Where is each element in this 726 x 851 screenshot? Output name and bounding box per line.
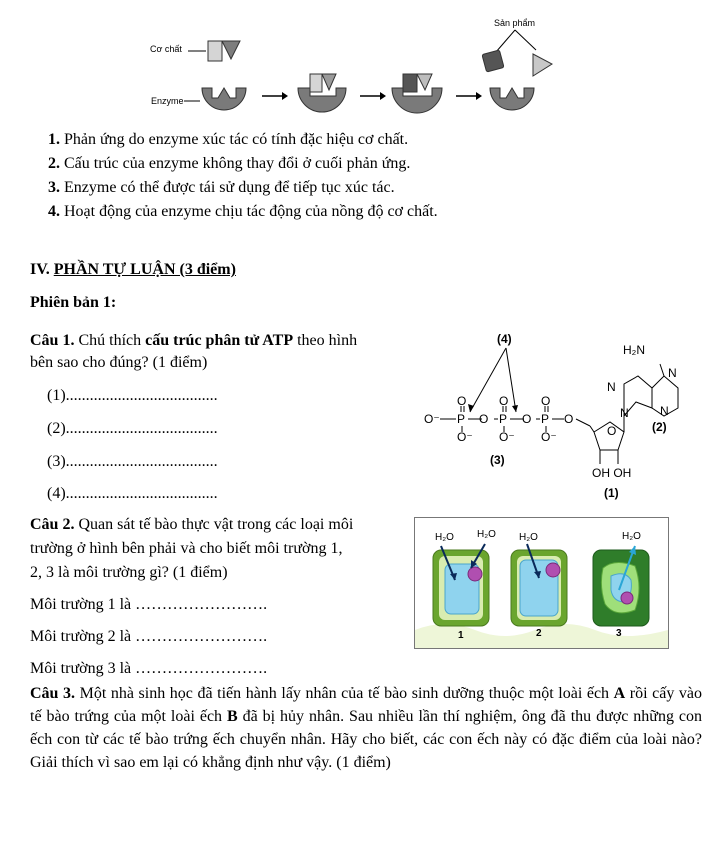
q2-env-1: Môi trường 1 là …………………….: [30, 596, 268, 613]
atp-n9: N: [620, 406, 629, 420]
label-substrate: Cơ chất: [150, 44, 182, 54]
q2-line2: trường ở hình bên phải và cho biết môi trường 1,: [30, 540, 343, 557]
atp-label-1: (1): [604, 486, 619, 500]
atp-p2: P: [499, 412, 508, 426]
atp-o-link2: O: [522, 412, 532, 426]
atp-o-left: O⁻: [424, 412, 440, 426]
enzyme-substrate-complex: [298, 74, 346, 112]
atp-o1-minus: O⁻: [457, 430, 473, 444]
q1-blank-2: (2)......................................: [47, 420, 218, 437]
water-label-1b: H₂O: [477, 529, 496, 540]
statement-3: 3. Enzyme có thể được tái sử dụng để tiếp tục xúc tác.: [48, 179, 395, 196]
water-label-3: H₂O: [622, 531, 641, 542]
atp-n3: N: [660, 404, 669, 418]
enzyme-shape-1: [202, 88, 246, 110]
atp-p1: P: [457, 412, 466, 426]
product-shapes: [482, 50, 552, 76]
q3-paragraph: Câu 3. Một nhà sinh học đã tiến hành lấy nhân của tế bào sinh dưỡng thuộc một loài ếch A rồi cấy vào tế bào trứng của một loài ếch B đã bị hủy nhân. Sau nhiều lần thí nghiệm, ông đã thu được những con ếch con từ các tế bào trứng ếch chuyển nhân. Hãy cho biết, các con ếch này có đặc điểm của loài nào? Giải thích vì sao em lại có khẳng định như vậy. (1 điểm): [30, 685, 703, 771]
q1-blank-4: (4)......................................: [47, 485, 218, 502]
q1-blank-1: (1)......................................: [47, 387, 218, 404]
label-enzyme: Enzyme: [151, 96, 184, 106]
substrate-shape: [208, 41, 240, 61]
water-label-1a: H₂O: [435, 532, 454, 543]
atp-o3-minus: O⁻: [541, 430, 557, 444]
water-label-2: H₂O: [519, 532, 538, 543]
atp-o-link3: O: [564, 412, 574, 426]
enzyme-shape-2: [490, 88, 534, 110]
atp-o3: O: [541, 394, 551, 408]
q2-env-2: Môi trường 2 là …………………….: [30, 628, 268, 645]
q1-line2: bên sao cho đúng? (1 điểm): [30, 354, 208, 371]
atp-ribose-o: O: [607, 424, 617, 438]
q2-env-3: Môi trường 3 là …………………….: [30, 660, 268, 677]
enzyme-product-complex: [392, 74, 442, 113]
version-label: Phiên bản 1:: [30, 294, 117, 311]
atp-n7: N: [607, 380, 616, 394]
atp-o1: O: [457, 394, 467, 408]
statement-4: 4. Hoạt động của enzyme chịu tác động của nồng độ cơ chất.: [48, 203, 438, 220]
q1-line1: Câu 1. Chú thích cấu trúc phân tử ATP theo hình: [30, 332, 358, 349]
atp-structure-figure: [424, 326, 694, 506]
cell-label-3: 3: [616, 628, 622, 639]
label-product: Sản phẩm: [494, 18, 536, 28]
atp-label-2: (2): [652, 420, 667, 434]
atp-o2: O: [499, 394, 509, 408]
cell-label-1: 1: [458, 630, 464, 641]
q1-blank-3: (3)......................................: [47, 453, 218, 470]
statement-2: 2. Cấu trúc của enzyme không thay đổi ở cuối phản ứng.: [48, 155, 411, 172]
q2-line3: 2, 3 là môi trường gì? (1 điểm): [30, 564, 228, 581]
atp-n1: N: [668, 366, 677, 380]
atp-nh2: H₂N: [623, 343, 645, 357]
atp-p3: P: [541, 412, 550, 426]
atp-label-4: (4): [497, 332, 512, 346]
atp-o2-minus: O⁻: [499, 430, 515, 444]
statement-1: 1. Phản ứng do enzyme xúc tác có tính đặc hiệu cơ chất.: [48, 131, 409, 148]
atp-o-link1: O: [479, 412, 489, 426]
atp-oh: OH OH: [592, 466, 632, 480]
cell-label-2: 2: [536, 628, 542, 639]
section-heading: IV. PHẦN TỰ LUẬN (3 điểm): [30, 261, 236, 278]
q2-line1: Câu 2. Quan sát tế bào thực vật trong các loại môi: [30, 516, 354, 533]
atp-label-3: (3): [490, 453, 505, 467]
plant-cells-figure: [414, 517, 669, 649]
